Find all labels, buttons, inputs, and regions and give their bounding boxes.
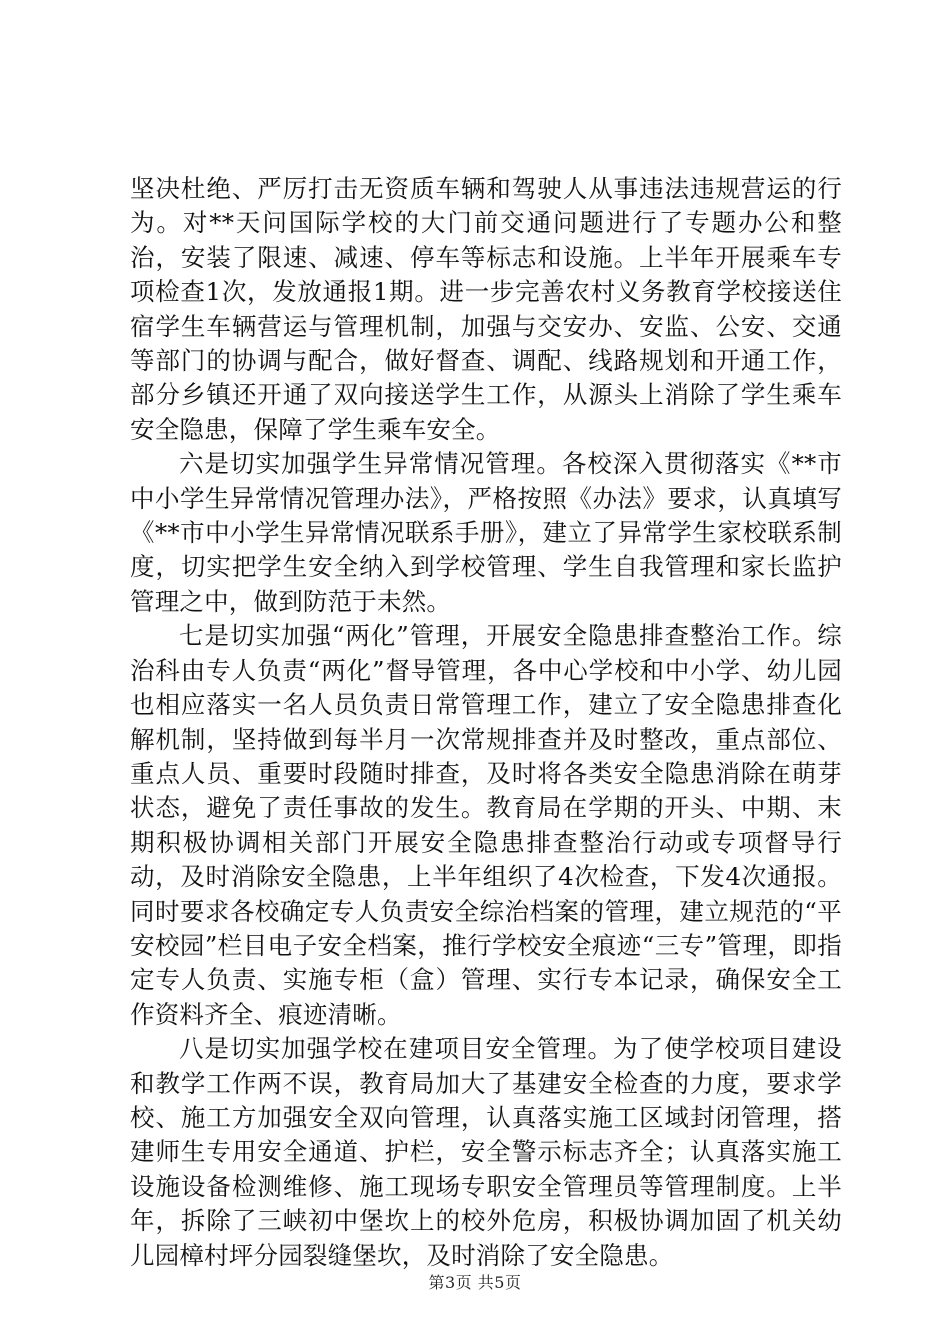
- document-body: [130, 172, 842, 1273]
- paragraph-construction-safety: 八是切实加强学校在建项目安全管理。为了使学校项目建设和教学工作两不误，教育局加大了基建安全检查的力度，要求学校、施工方加强安全双向管理，认真落实施工区域封闭管理，搭建师生专用安全通道、护栏，安全警示标志齐全；认真落实施工设施设备检测维修、施工现场专职安全管理员等管理制度。上半年，拆除了三峡初中堡坎上的校外危房，积极协调加固了机关幼儿园樟村坪分园裂缝堡坎，及时消除了安全隐患。: [130, 1034, 842, 1270]
- paragraph-abnormal-situation-management: 六是切实加强学生异常情况管理。各校深入贯彻落实《**市中小学生异常情况管理办法》，严格按照《办法》要求，认真填写《**市中小学生异常情况联系手册》，建立了异常学生家校联系制度，切实把学生安全纳入到学校管理、学生自我管理和家长监护管理之中，做到防范于未然。: [130, 449, 842, 616]
- page-number-footer: 第3页 共5页: [428, 1273, 522, 1292]
- paragraph-hazard-inspection: 七是切实加强“两化”管理，开展安全隐患排查整治工作。综治科由专人负责“两化”督导管理，各中心学校和中小学、幼儿园也相应落实一名人员负责日常管理工作，建立了安全隐患排查化解机制，坚持做到每半月一次常规排查并及时整改，重点部位、重点人员、重要时段随时排查，及时将各类安全隐患消除在萌芽状态，避免了责任事故的发生。教育局在学期的开头、中期、末期积极协调相关部门开展安全隐患排查整治行动或专项督导行动，及时消除安全隐患，上半年组织了4次检查，下发4次通报。同时要求各校确定专人负责安全综治档案的管理，建立规范的“平安校园”栏目电子安全档案，推行学校安全痕迹“三专”管理，即指定专人负责、实施专柜（盒）管理、实行专本记录，确保安全工作资料齐全、痕迹清晰。: [130, 621, 842, 1029]
- paragraph-school-transport: 坚决杜绝、严厉打击无资质车辆和驾驶人从事违法违规营运的行为。对**天问国际学校的大门前交通问题进行了专题办公和整治，安装了限速、减速、停车等标志和设施。上半年开展乘车专项检查1次，发放通报1期。进一步完善农村义务教育学校接送住宿学生车辆营运与管理机制，加强与交安办、安监、公安、交通等部门的协调与配合，做好督查、调配、线路规划和开通工作，部分乡镇还开通了双向接送学生工作，从源头上消除了学生乘车安全隐患，保障了学生乘车安全。: [130, 174, 842, 444]
